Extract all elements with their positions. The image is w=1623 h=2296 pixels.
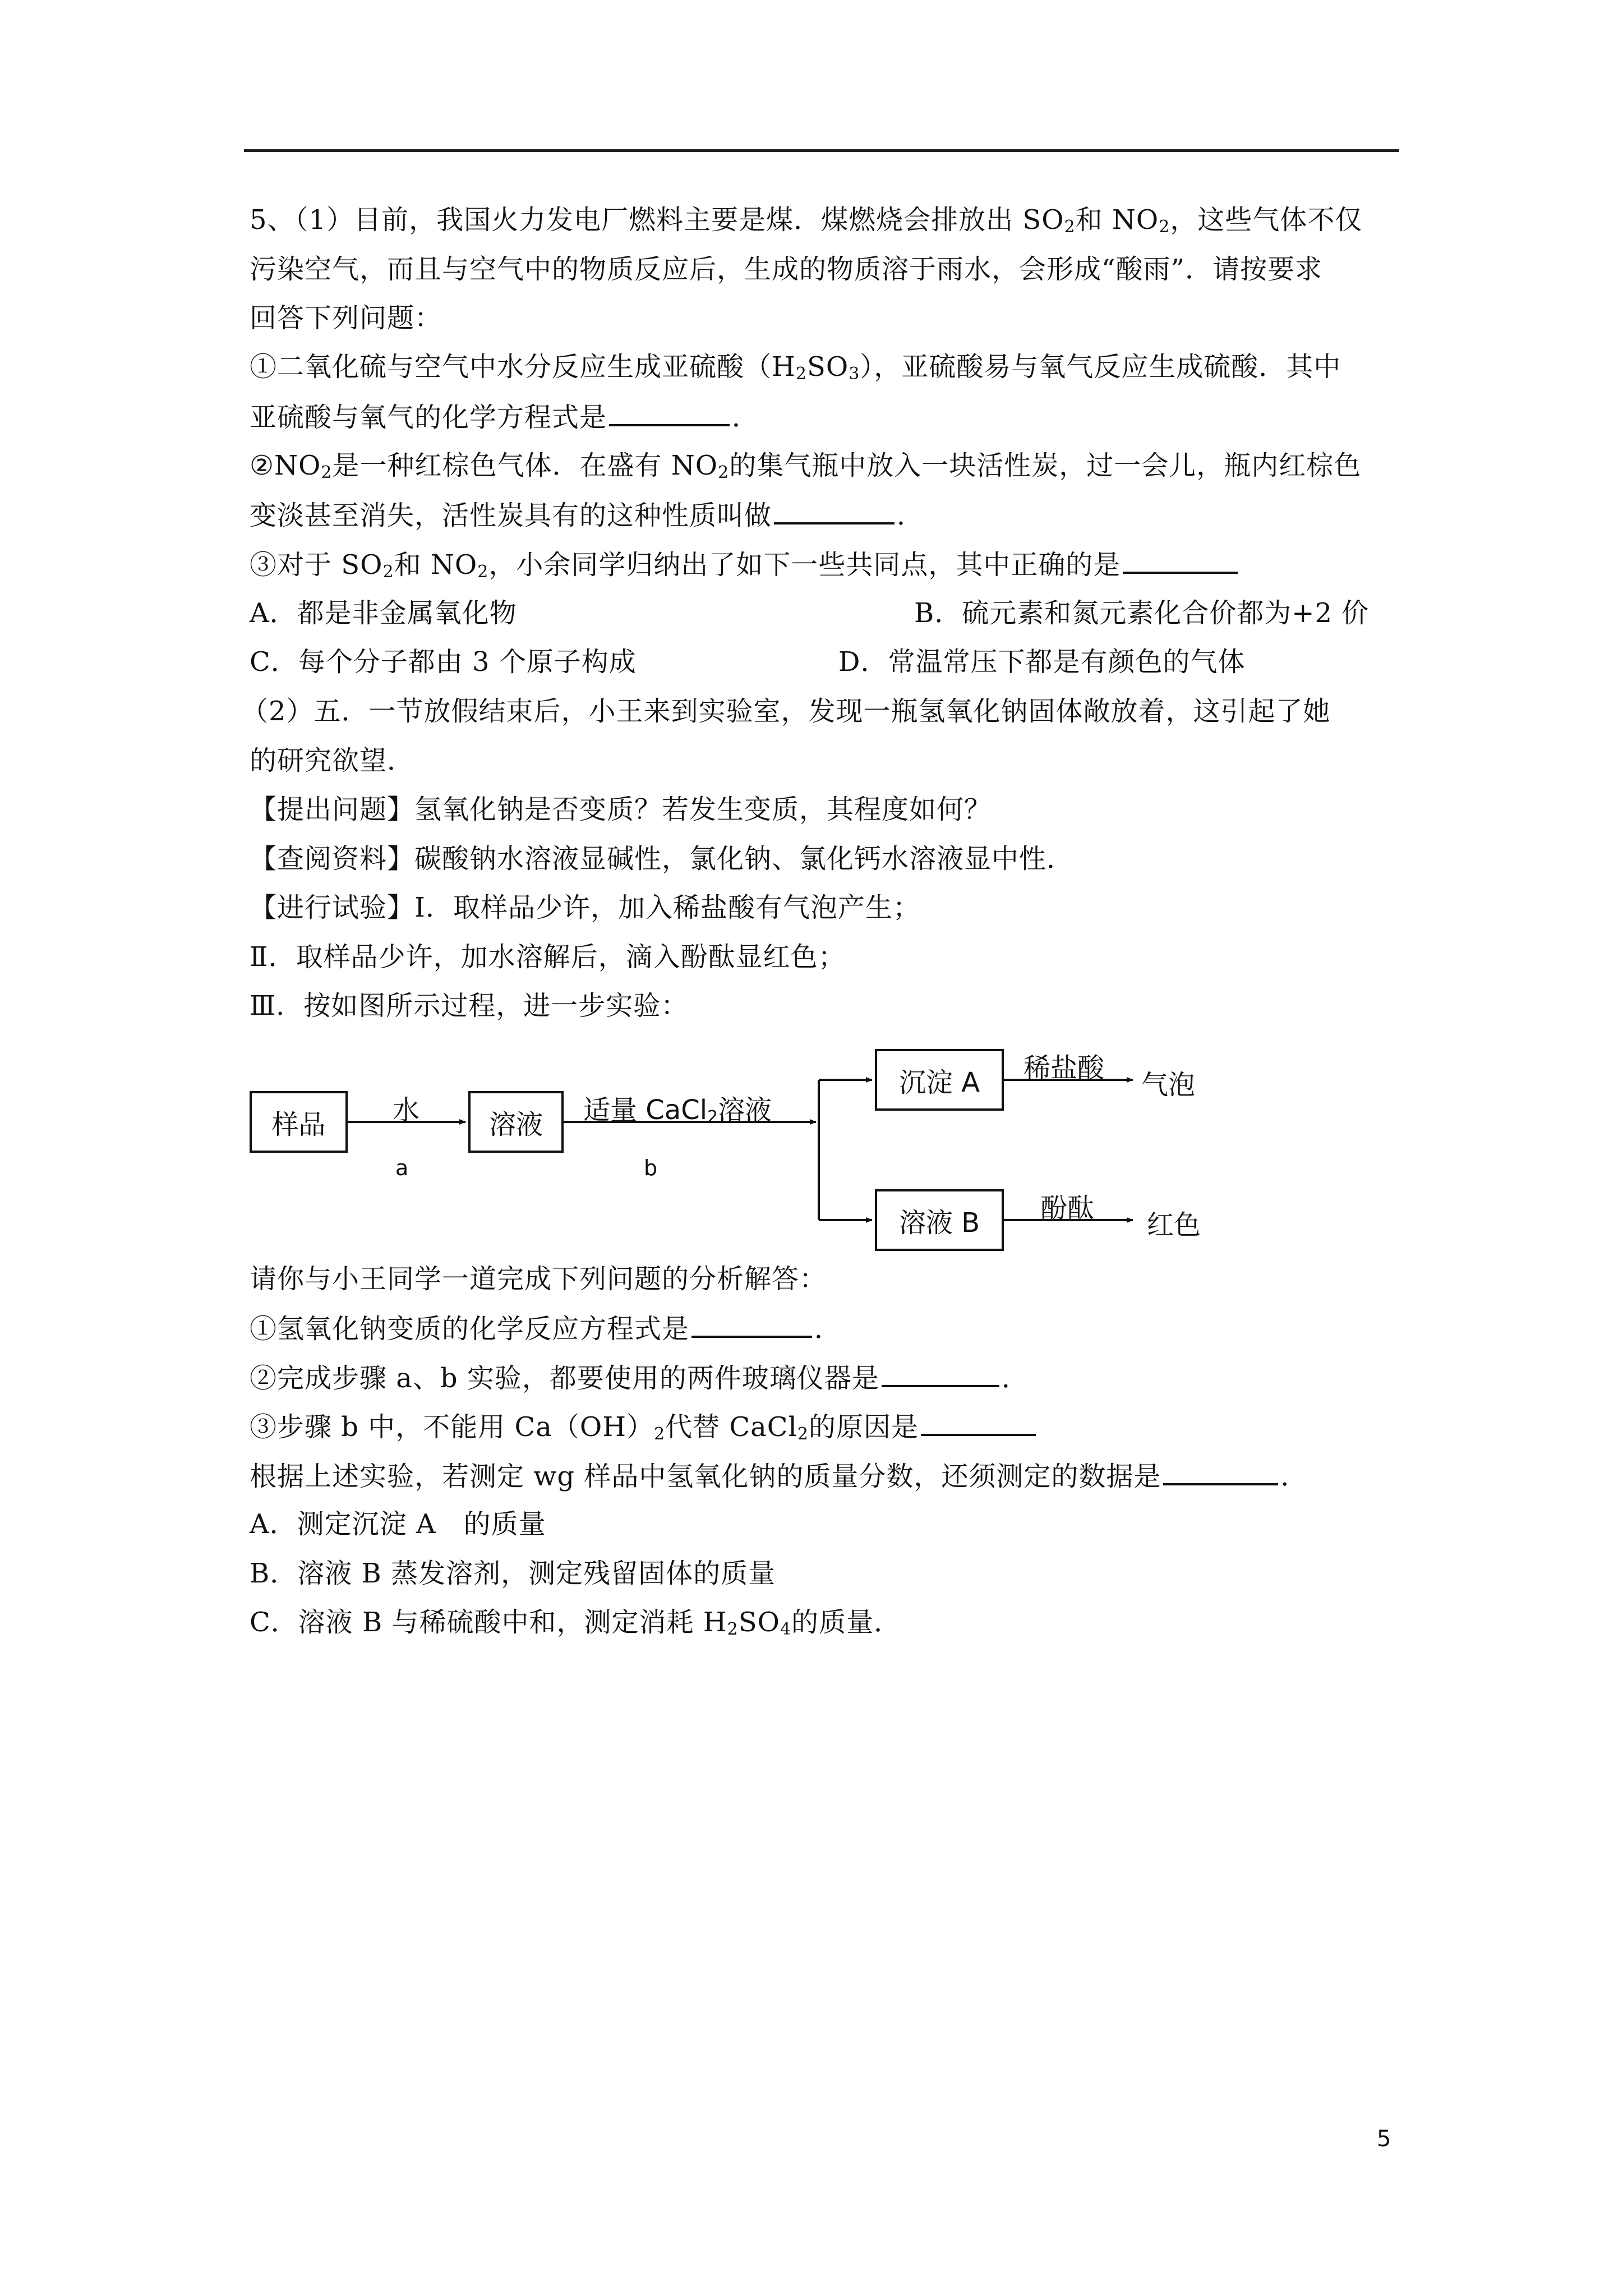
label-step-a: a	[395, 1156, 409, 1180]
option-b: B．硫元素和氮元素化合价都为+2 价	[914, 597, 1370, 629]
choice-a: A．测定沉淀 A 的质量	[250, 1508, 546, 1540]
line-19: ①氢氧化钠变质的化学反应方程式是 ．	[250, 1311, 842, 1346]
line-3: 回答下列问题：	[250, 302, 442, 334]
answer-blank[interactable]	[921, 1409, 1036, 1436]
label-step-b: b	[644, 1156, 658, 1180]
line-13: 【提出问题】氢氧化钠是否变质？若发生变质，其程度如何？	[250, 794, 992, 825]
line-21: ③步骤 b 中，不能用 $Ca(OH)_2$代替 CaCl$_2$的原因是	[250, 1409, 1038, 1444]
box-precipitate-a: 沉淀 A	[875, 1049, 1004, 1111]
line-4: ①二氧化硫与空气中水分反应生成亚硫酸$(H_2SO_3)$，亚硫酸易与氧气反应生成硫酸．其中	[250, 351, 1341, 384]
option-a: A．都是非金属氧化物	[250, 597, 517, 629]
line-6: $②NO_2$是一种红棕色气体．在盛有 $NO_2$的集气瓶中放入一块活性炭，过一会儿，瓶内红棕色	[250, 450, 1362, 482]
box-solution: 溶液	[468, 1091, 564, 1153]
label-reagent: 适量 CaCl$_2$溶液	[583, 1094, 772, 1127]
line-1: 5、（1）目前，我国火力发电厂燃料主要是煤．煤燃烧会排放出 $SO_2$和 $NO_2$，这些气体不仅	[250, 204, 1363, 237]
answer-blank[interactable]	[882, 1360, 999, 1387]
page-number: 5	[1377, 2126, 1391, 2152]
line-2: 污染空气，而且与空气中的物质反应后，生成的物质溶于雨水，会形成“酸雨”．请按要求	[250, 254, 1323, 285]
label-red: 红色	[1147, 1209, 1201, 1241]
line-14: 【查阅资料】碳酸钠水溶液显碱性，氯化钠、氯化钙水溶液显中性．	[250, 843, 1075, 875]
line-7: 变淡甚至消失，活性炭具有的这种性质叫做 ．	[250, 498, 924, 532]
answer-blank[interactable]	[1163, 1458, 1278, 1485]
line-16: Ⅱ．取样品少许，加水溶解后，滴入酚酞显红色；	[250, 941, 846, 973]
box-sample: 样品	[250, 1091, 348, 1153]
box-solution-b: 溶液 B	[875, 1189, 1004, 1251]
label-acid: 稀盐酸	[1023, 1052, 1105, 1084]
line-17: Ⅲ．按如图所示过程，进一步实验：	[250, 990, 689, 1022]
label-water: 水	[393, 1094, 420, 1126]
line-20: ②完成步骤 a、b 实验，都要使用的两件玻璃仪器是 ．	[250, 1360, 1029, 1395]
line-11: （2）五．一节放假结束后，小王来到实验室，发现一瓶氢氧化钠固体敞放着，这引起了她	[241, 696, 1331, 727]
answer-blank[interactable]	[691, 1311, 812, 1338]
line-5: 亚硫酸与氧气的化学方程式是 ．	[250, 399, 759, 434]
line-12: 的研究欲望．	[250, 745, 415, 776]
option-d: D．常温常压下都是有颜色的气体	[838, 646, 1246, 678]
line-15: 【进行试验】Ⅰ．取样品少许，加入稀盐酸有气泡产生；	[250, 892, 920, 923]
label-phenolphthalein: 酚酞	[1040, 1193, 1095, 1224]
line-18: 请你与小王同学一道完成下列问题的分析解答：	[250, 1263, 827, 1295]
choice-c: C．溶液 B 与稀硫酸中和，测定消耗 $H_2SO_4$的质量．	[250, 1607, 902, 1639]
option-c: C．每个分子都由 3 个原子构成	[250, 646, 637, 678]
label-bubbles: 气泡	[1141, 1069, 1196, 1101]
line-8: ③对于 $SO_2$和 $NO_2$，小余同学归纳出了如下一些共同点，其中正确的是	[250, 547, 1240, 582]
line-22: 根据上述实验，若测定 wg 样品中氢氧化钠的质量分数，还须测定的数据是 ．	[250, 1458, 1308, 1493]
choice-b: B．溶液 B 蒸发溶剂，测定残留固体的质量	[250, 1558, 776, 1589]
